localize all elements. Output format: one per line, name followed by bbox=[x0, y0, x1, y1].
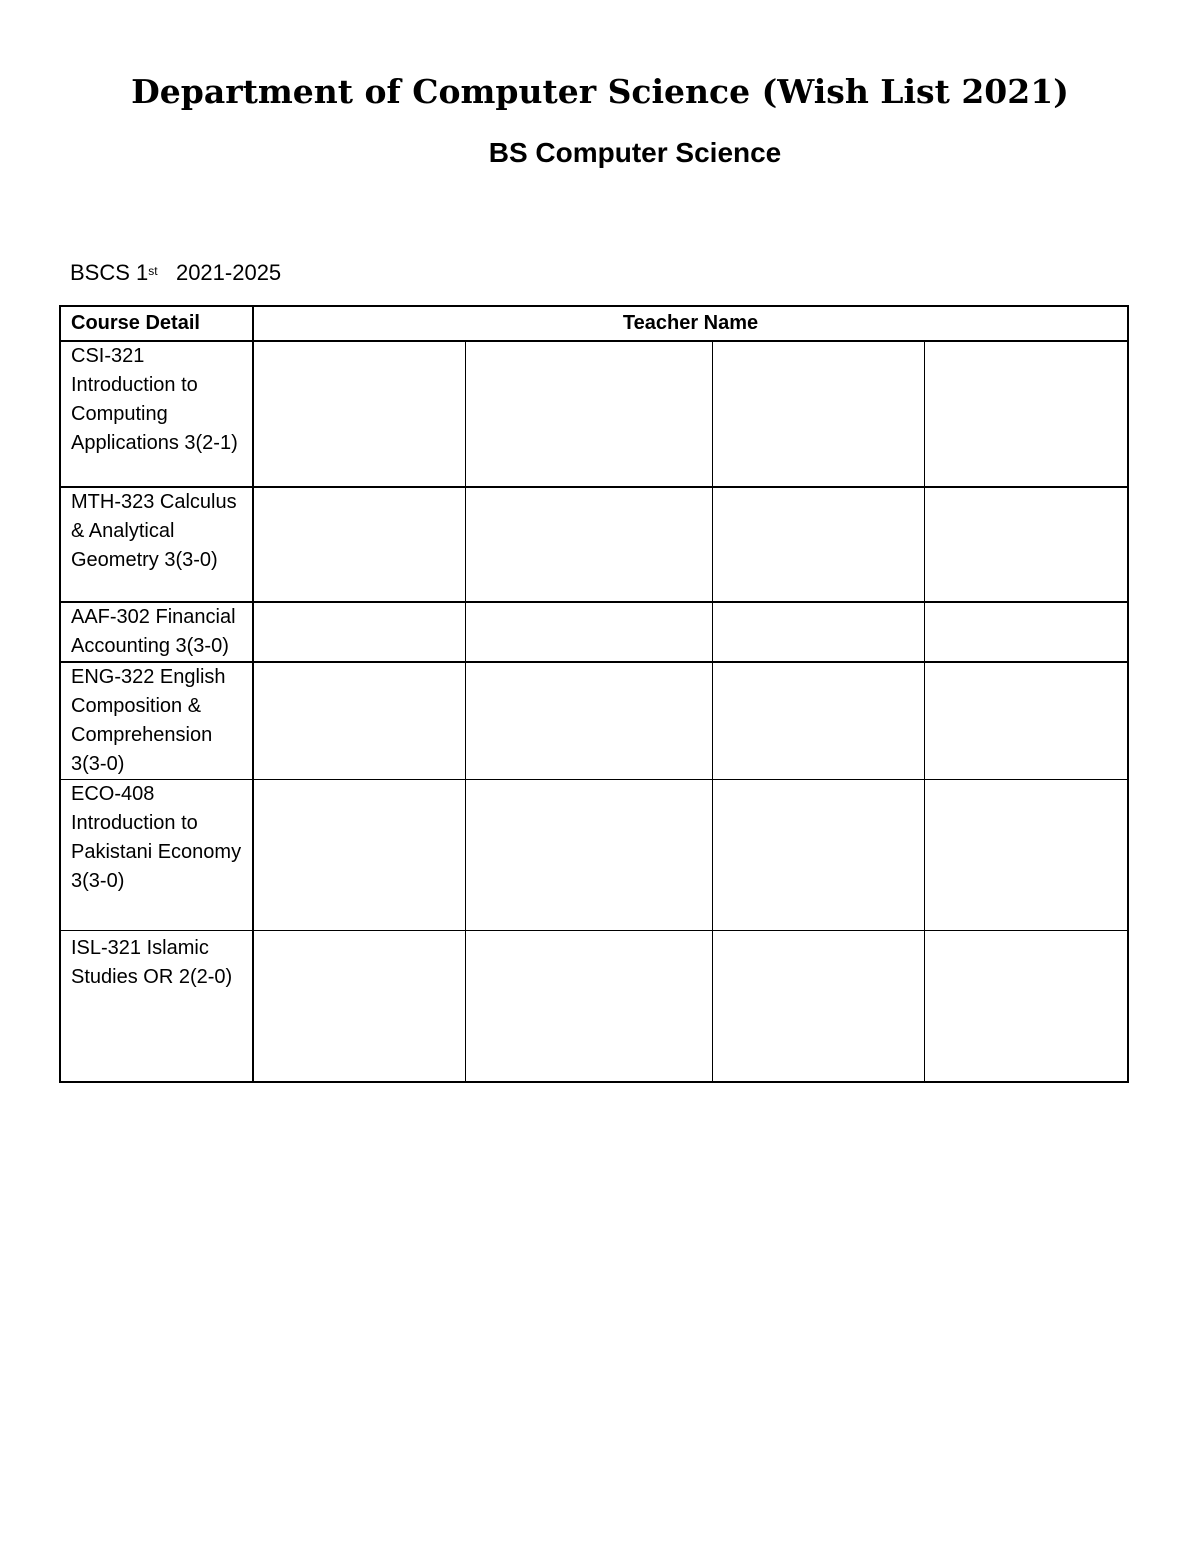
table-header-row bbox=[60, 306, 1128, 341]
teacher-name-header: Teacher Name bbox=[253, 306, 1128, 341]
batch-line bbox=[70, 258, 281, 288]
course-cell bbox=[60, 662, 253, 780]
table-row bbox=[60, 602, 1128, 662]
course-cell bbox=[60, 602, 253, 662]
wish-list-table bbox=[59, 305, 1129, 1083]
course-cell bbox=[60, 780, 253, 931]
batch-session: 2021-2025 bbox=[175, 260, 282, 285]
teacher-cell[interactable] bbox=[712, 341, 924, 487]
teacher-cell[interactable] bbox=[712, 931, 924, 1082]
teacher-cell[interactable] bbox=[253, 487, 465, 602]
table-row bbox=[60, 341, 1128, 487]
teacher-cell[interactable] bbox=[924, 662, 1128, 780]
teacher-cell[interactable] bbox=[924, 602, 1128, 662]
course-text: ENG-322 English Composition & Comprehension 3(3-0) bbox=[71, 666, 226, 775]
page-title: Department of Computer Science (Wish List 2021) bbox=[131, 72, 1069, 111]
course-cell bbox=[60, 487, 253, 602]
course-cell bbox=[60, 341, 253, 487]
teacher-cell[interactable] bbox=[465, 341, 712, 487]
teacher-cell[interactable] bbox=[253, 341, 465, 487]
course-text: CSI-321 Introduction to Computing Applications 3(2-1) bbox=[71, 345, 238, 454]
batch-ordinal-suffix: st bbox=[148, 264, 158, 278]
teacher-cell[interactable] bbox=[253, 931, 465, 1082]
page-subtitle: BS Computer Science bbox=[488, 137, 782, 168]
teacher-cell[interactable] bbox=[924, 487, 1128, 602]
teacher-cell[interactable] bbox=[712, 662, 924, 780]
course-text: ISL-321 Islamic Studies OR 2(2-0) bbox=[71, 937, 233, 988]
teacher-cell[interactable] bbox=[465, 931, 712, 1082]
table-row bbox=[60, 780, 1128, 931]
table-row bbox=[60, 487, 1128, 602]
table-row bbox=[60, 662, 1128, 780]
course-detail-header: Course Detail bbox=[60, 306, 253, 341]
teacher-cell[interactable] bbox=[465, 780, 712, 931]
course-text: ECO-408 Introduction to Pakistani Economy 3(3-0) bbox=[71, 783, 242, 892]
teacher-cell[interactable] bbox=[924, 341, 1128, 487]
teacher-cell[interactable] bbox=[924, 780, 1128, 931]
teacher-cell[interactable] bbox=[712, 602, 924, 662]
batch-program: BSCS 1 bbox=[70, 260, 149, 285]
table-row bbox=[60, 931, 1128, 1082]
teacher-cell[interactable] bbox=[712, 780, 924, 931]
teacher-cell[interactable] bbox=[465, 487, 712, 602]
teacher-cell[interactable] bbox=[253, 662, 465, 780]
teacher-cell[interactable] bbox=[465, 662, 712, 780]
course-text: MTH-323 Calculus & Analytical Geometry 3(3-0) bbox=[71, 491, 237, 571]
teacher-cell[interactable] bbox=[253, 780, 465, 931]
teacher-cell[interactable] bbox=[712, 487, 924, 602]
teacher-cell[interactable] bbox=[465, 602, 712, 662]
course-cell bbox=[60, 931, 253, 1082]
course-text: AAF-302 Financial Accounting 3(3-0) bbox=[71, 606, 236, 657]
teacher-cell[interactable] bbox=[253, 602, 465, 662]
teacher-cell[interactable] bbox=[924, 931, 1128, 1082]
